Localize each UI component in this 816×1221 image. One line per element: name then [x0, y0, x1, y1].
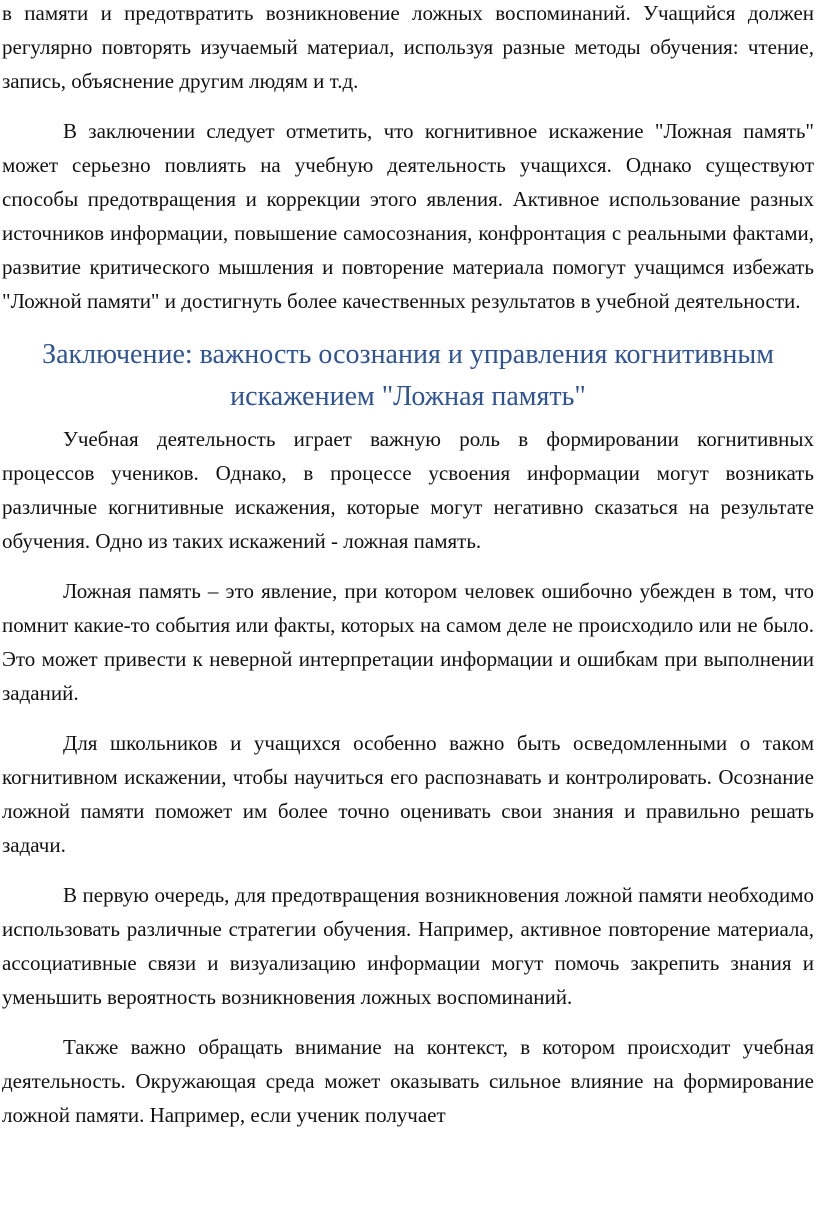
paragraph-false-memory-definition: Ложная память – это явление, при котором человек ошибочно убежден в том, что помнит какие-то события или факты, которых на самом деле не происходило или не было. Это может привести к неверной интерпретации информации и ошибкам при выполнении заданий. [2, 579, 814, 705]
paragraph-conclusion: В заключении следует отметить, что когнитивное искажение "Ложная память" может серьезно повлиять на учебную деятельность учащихся. Однако существуют способы предотвращения и коррекции этого явления. Активное использование разных источников информации, повышение самосознания, конфронтация с реальными фактами, развитие критического мышления и повторение материала помогут учащимся избежать "Ложной памяти" и достигнуть более качественных результатов в учебной деятельности. [2, 119, 814, 313]
section-heading: Заключение: важность осознания и управления когнитивным искажением "Ложная память" [42, 339, 774, 412]
paragraph-continuation: в памяти и предотвратить возникновение ложных воспоминаний. Учащийся должен регулярно повторять изучаемый материал, используя разные методы обучения: чтение, запись, объяснение другим людям и т.д. [2, 1, 814, 93]
paragraph-awareness: Для школьников и учащихся особенно важно быть осведомленными о таком когнитивном искажении, чтобы научиться его распознавать и контролировать. Осознание ложной памяти поможет им более точно оценивать свои знания и правильно решать задачи. [2, 731, 814, 857]
paragraph-strategies: В первую очередь, для предотвращения возникновения ложной памяти необходимо использовать различные стратегии обучения. Например, активное повторение материала, ассоциативные связи и визуализацию информации могут помочь закрепить знания и уменьшить вероятность возникновения ложных воспоминаний. [2, 883, 814, 1009]
paragraph-learning-activity: Учебная деятельность играет важную роль в формировании когнитивных процессов учеников. Однако, в процессе усвоения информации могут возникать различные когнитивные искажения, которые могут негативно сказаться на результате обучения. Одно из таких искажений - ложная память. [2, 427, 814, 553]
paragraph-context: Также важно обращать внимание на контекст, в котором происходит учебная деятельность. Окружающая среда может оказывать сильное влияние на формирование ложной памяти. Например, если ученик получает [2, 1035, 814, 1127]
